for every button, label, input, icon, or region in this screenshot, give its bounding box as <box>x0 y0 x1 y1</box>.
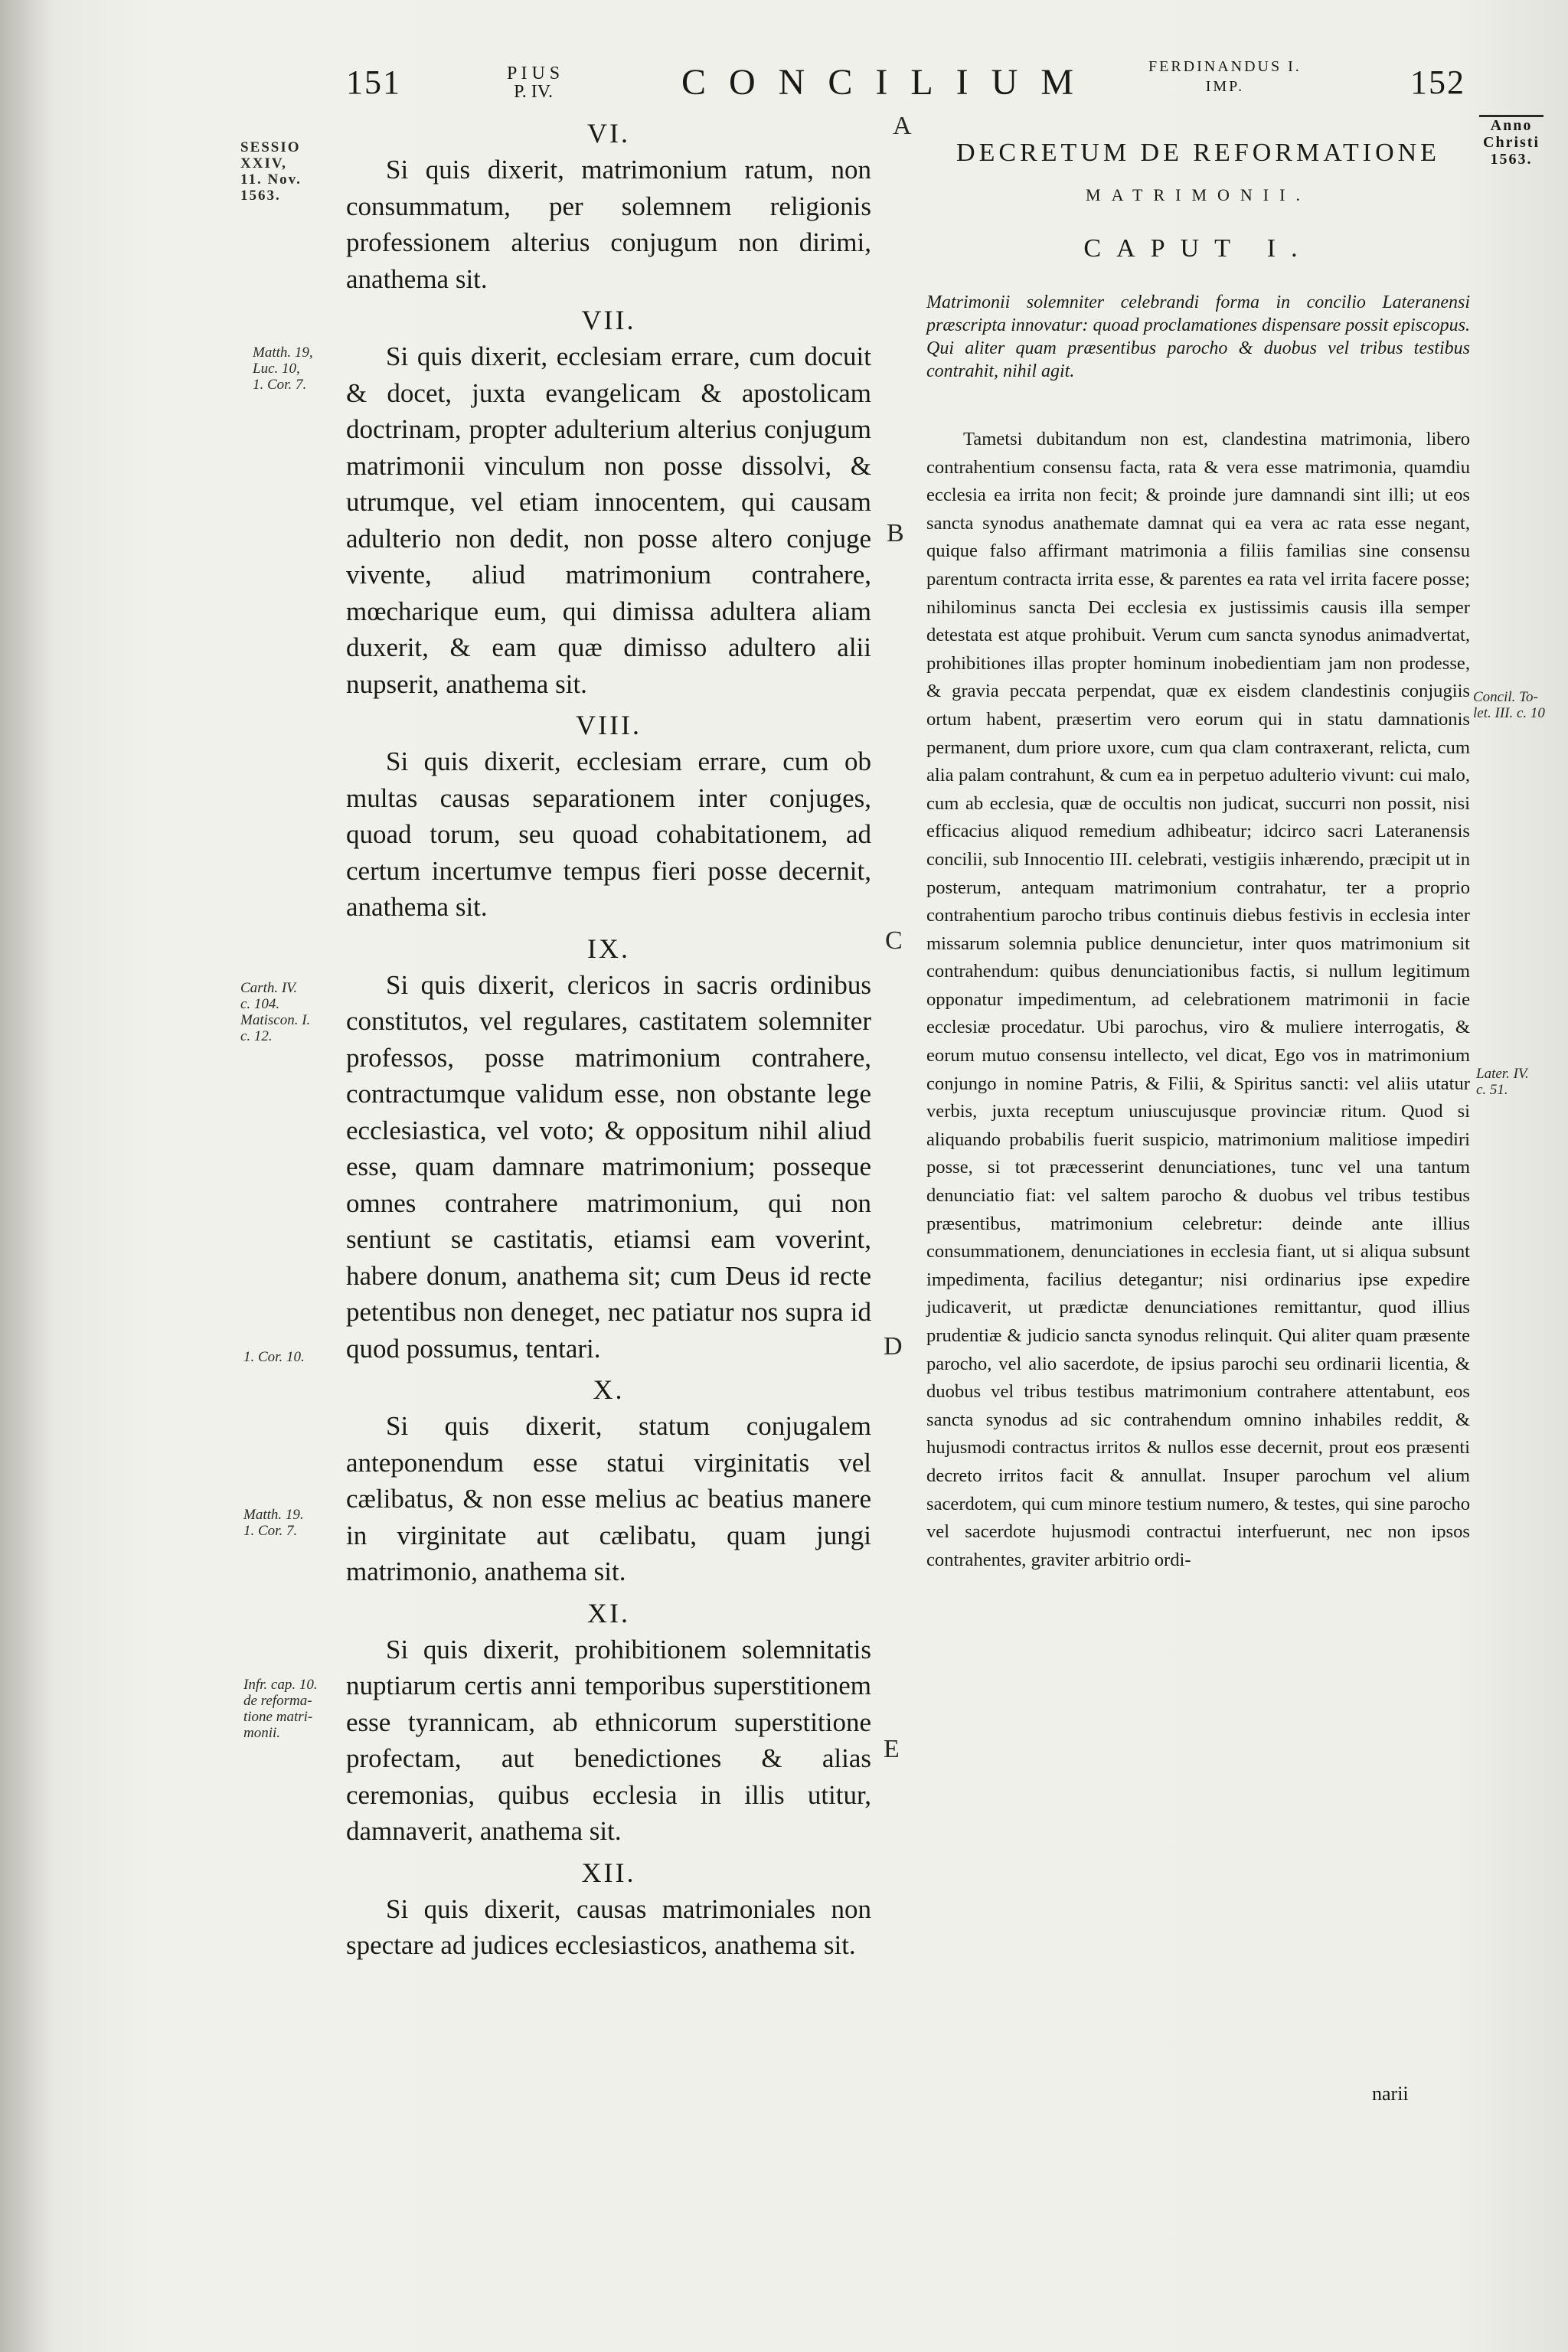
section-letter-e: E <box>884 1735 900 1763</box>
canon-text: Si quis dixerit, statum conjugalem anteponendum esse statui virginitatis vel cælibatus, & non esse melius ac beatius manere in virginitate aut cælibatu, quam jungi matrimonio, anathema sit. <box>346 1411 871 1586</box>
margin-ref-carth <box>240 980 310 1044</box>
margin-ref-line: Carth. IV. <box>240 980 298 996</box>
canon <box>346 930 871 1367</box>
canon <box>346 1595 871 1850</box>
session-line: SESSIO <box>240 139 301 155</box>
canon-text: Si quis dixerit, ecclesiam errare, cum ob multas causas separationem inter conjuges, quoad torum, seu quoad cohabitationem, ad certum incertumve tempus fieri posse decernit, anathema sit. <box>346 746 871 922</box>
canon-text: Si quis dixerit, clericos in sacris ordinibus constitutos, vel regulares, castitatem solemniter professos, posse matrimonium contrahere, contractumque validum esse, non obstante lege ecclesiastica, vel voto; & oppositum nihil aliud esse, quam damnare matrimonium; posseque omnes contrahere matrimonium, qui non sentiunt se castitatis, etiamsi eam voverint, habere donum, anathema sit; cum Deus id recte petentibus non deneget, nec patiatur nos supra id quod possumus, tentari. <box>346 969 871 1364</box>
section-letter-b: B <box>887 519 904 547</box>
pope-header <box>507 64 560 101</box>
decree-subtitle: MATRIMONII. <box>1086 185 1311 204</box>
emperor-header <box>1148 57 1302 96</box>
session-line: 11. Nov. <box>240 172 302 188</box>
canon <box>346 115 871 297</box>
page-number-left: 151 <box>346 64 401 101</box>
section-letter-a: A <box>893 112 912 140</box>
margin-ref-line: Later. IV. <box>1476 1066 1529 1082</box>
canon <box>346 1854 871 1964</box>
canon-number: XI. <box>587 1597 630 1628</box>
canon <box>346 1371 871 1590</box>
pope-number: P. IV. <box>514 82 554 102</box>
canon-text: Si quis dixerit, causas matrimoniales non spectare ad judices ecclesiasticos, anathema sit. <box>346 1893 871 1960</box>
margin-ref-line: Luc. 10, <box>253 361 300 377</box>
margin-ref-line: let. III. c. 10 <box>1473 705 1545 721</box>
canon-text: Si quis dixerit, prohibitionem solemnitatis nuptiarum certis anni temporibus superstitionem esse tyrannicam, ab ethnicorum superstitione profectam, aut benedictiones & alias ceremonias, quibus ecclesia in illis utitur, damnaverit, anathema sit. <box>346 1634 871 1846</box>
margin-ref-line: Concil. To- <box>1473 689 1538 705</box>
canon-text: Si quis dixerit, matrimonium ratum, non consummatum, per solemnem religionis professionem alterius conjugum non dirimi, anathema sit. <box>346 155 871 294</box>
canon-number: VI. <box>587 118 630 149</box>
margin-ref-line: Matth. 19. <box>243 1507 304 1523</box>
catchword: narii <box>1372 2082 1409 2105</box>
margin-ref-concil <box>1473 689 1545 721</box>
margin-ref-cor <box>243 1349 305 1365</box>
canon-number: IX. <box>587 933 630 964</box>
margin-ref-line: 1. Cor. 7. <box>243 1523 298 1539</box>
decree-title: DECRETUM DE REFORMATIONE <box>956 139 1440 167</box>
anno-line: Anno <box>1490 117 1533 134</box>
margin-ref-line: Matth. 19, <box>253 345 313 361</box>
margin-ref-infr <box>243 1677 318 1741</box>
margin-ref-line: c. 51. <box>1476 1082 1508 1098</box>
running-title: CONCILIUM <box>681 62 1096 103</box>
anno-line: 1563. <box>1490 151 1533 168</box>
pope-name: P I U S <box>507 64 560 83</box>
canon <box>346 302 871 702</box>
canon-number: XII. <box>581 1857 636 1888</box>
canon-number: VIII. <box>576 710 642 740</box>
emperor-name: FERDINANDUS I. <box>1148 58 1302 75</box>
section-letter-d: D <box>884 1332 903 1361</box>
anno-line: Christi <box>1483 134 1540 151</box>
session-line: 1563. <box>240 188 281 204</box>
session-line: XXIV, <box>240 155 287 172</box>
margin-ref-line: monii. <box>243 1725 281 1741</box>
page-number-right: 152 <box>1410 64 1465 101</box>
margin-ref-matth <box>253 345 313 393</box>
canon-number: X. <box>593 1374 625 1405</box>
margin-ref-line: tione matri- <box>243 1709 313 1725</box>
anno-christi-note <box>1479 115 1544 168</box>
margin-ref-matth-2 <box>243 1507 304 1539</box>
chapter-summary: Matrimonii solemniter celebrandi forma in concilio Lateranensi præscripta innovatur: quoad proclamationes dispensare possit episcopus. Qui aliter quam præsentibus parocho & duobus vel tribus testibus contrahit, nihil agit. <box>926 292 1470 381</box>
decree-body: Tametsi dubitandum non est, clandestina matrimonia, libero contrahentium consensu facta, rata & vera esse matrimonia, quamdiu ecclesia ea irrita non fecit; & proinde jure damnandi sint illi; ut eos sancta synodus anathemate damnat qui ea vera ac rata esse negant, quique falso affirmant matrimonia a filiis familias sine consensu parentum contracta irrita esse, & parentes ea rata vel irrita facere posse; nihilominus sancta Dei ecclesia ex justissimis causis illa semper detestata est atque prohibuit. Verum cum sancta synodus animadvertat, prohibitiones illas propter hominum inobedientiam jam non prodesse, & gravia peccata perpendat, quæ ex eisdem clandestinis conjugiis ortum habent, præsertim vero eorum qui in statu damnationis permanent, dum priore uxore, cum qua clam contraxerant, relicta, cum alia palam contrahunt, & cum ea in perpetuo adulterio vivunt: cui malo, cum ab ecclesia, quæ de occultis non judicat, succurri non possit, nisi efficacius aliquod remedium adhibeatur; idcirco sacri Lateranensis concilii, sub Innocentio III. celebrati, vestigiis inhærendo, præcipit ut in posterum, antequam matrimonium contrahatur, ter a proprio contrahentium parocho tribus continuis diebus festivis in ecclesia inter missarum solemnia publice denuncietur, inter quos matrimonium sit contrahendum: quibus denunciationibus factis, si nullum legitimum opponatur impedimentum, ad celebrationem matrimonii in facie ecclesiæ procedatur. Ubi parochus, viro & muliere interrogatis, & eorum mutuo consensu intellecto, vel dicat, Ego vos in matrimonium conjungo in nomine Patris, & Filii, & Spiritus sancti: vel aliis utatur verbis, juxta receptum uniuscujusque provinciæ ritum. Quod si aliquando probabilis fuerit suspicio, matrimonium malitiose impediri posse, si tot præcesserint denunciationes, tunc vel una tantum denunciatio fiat: vel saltem parocho & duobus vel tribus testibus præsentibus, matrimonium celebretur: deinde ante illius consummationem, denunciationes in ecclesia fiant, ut si aliqua subsunt impedimenta, facilius detegantur; nisi ordinarius ipse expedire judicaverit, ut prædictæ denunciationes remittantur, quod illius prudentiæ & judicio sancta synodus relinquit. Qui aliter quam præsente parocho, vel alio sacerdote, de ipsius parochi seu ordinarii licentia, & duobus vel tribus testibus matrimonium contrahere attentabunt, eos sancta synodus ad sic contrahendum omnino inhabiles reddit, & hujusmodi contractus irritos & nullos esse decernit, prout eos præsenti decreto irritos facit & annullat. Insuper parochum vel alium sacerdotem, qui cum minore testium numero, & testes, qui sine parocho vel sacerdote hujusmodi contractui interfuerunt, nec non ipsos contrahentes, graviter arbitrio ordi- <box>926 429 1470 1570</box>
margin-ref-line: Matiscon. I. <box>240 1012 311 1028</box>
canon-text: Si quis dixerit, ecclesiam errare, cum docuit & docet, juxta evangelicam & apostolicam doctrinam, propter adulterium alterius conjugum matrimonii vinculum non posse dissolvi, & utrumque, vel etiam innocentem, qui causam adulterio non dedit, non posse altero conjuge vivente, aliud matrimonium contrahere, mœcharique eum, qui dimissa adultera aliam duxerit, & eam quæ dimisso adultero alii nupserit, anathema sit. <box>346 341 871 699</box>
margin-ref-later <box>1476 1066 1529 1098</box>
margin-ref-line: c. 104. <box>240 996 280 1012</box>
session-note <box>240 139 302 204</box>
emperor-title: IMP. <box>1205 78 1245 95</box>
decree-column <box>926 130 1470 1574</box>
canons-column <box>346 115 871 1968</box>
chapter-heading: CAPUT I. <box>1083 234 1313 263</box>
canon-number: VII. <box>581 305 636 335</box>
canon <box>346 707 871 926</box>
margin-ref-line: de reforma- <box>243 1693 312 1709</box>
margin-ref-line: Infr. cap. 10. <box>243 1677 318 1693</box>
margin-ref-line: 1. Cor. 7. <box>253 377 307 393</box>
margin-ref-line: c. 12. <box>240 1028 273 1044</box>
margin-ref-line: 1. Cor. 10. <box>243 1349 305 1365</box>
section-letter-c: C <box>885 926 903 955</box>
